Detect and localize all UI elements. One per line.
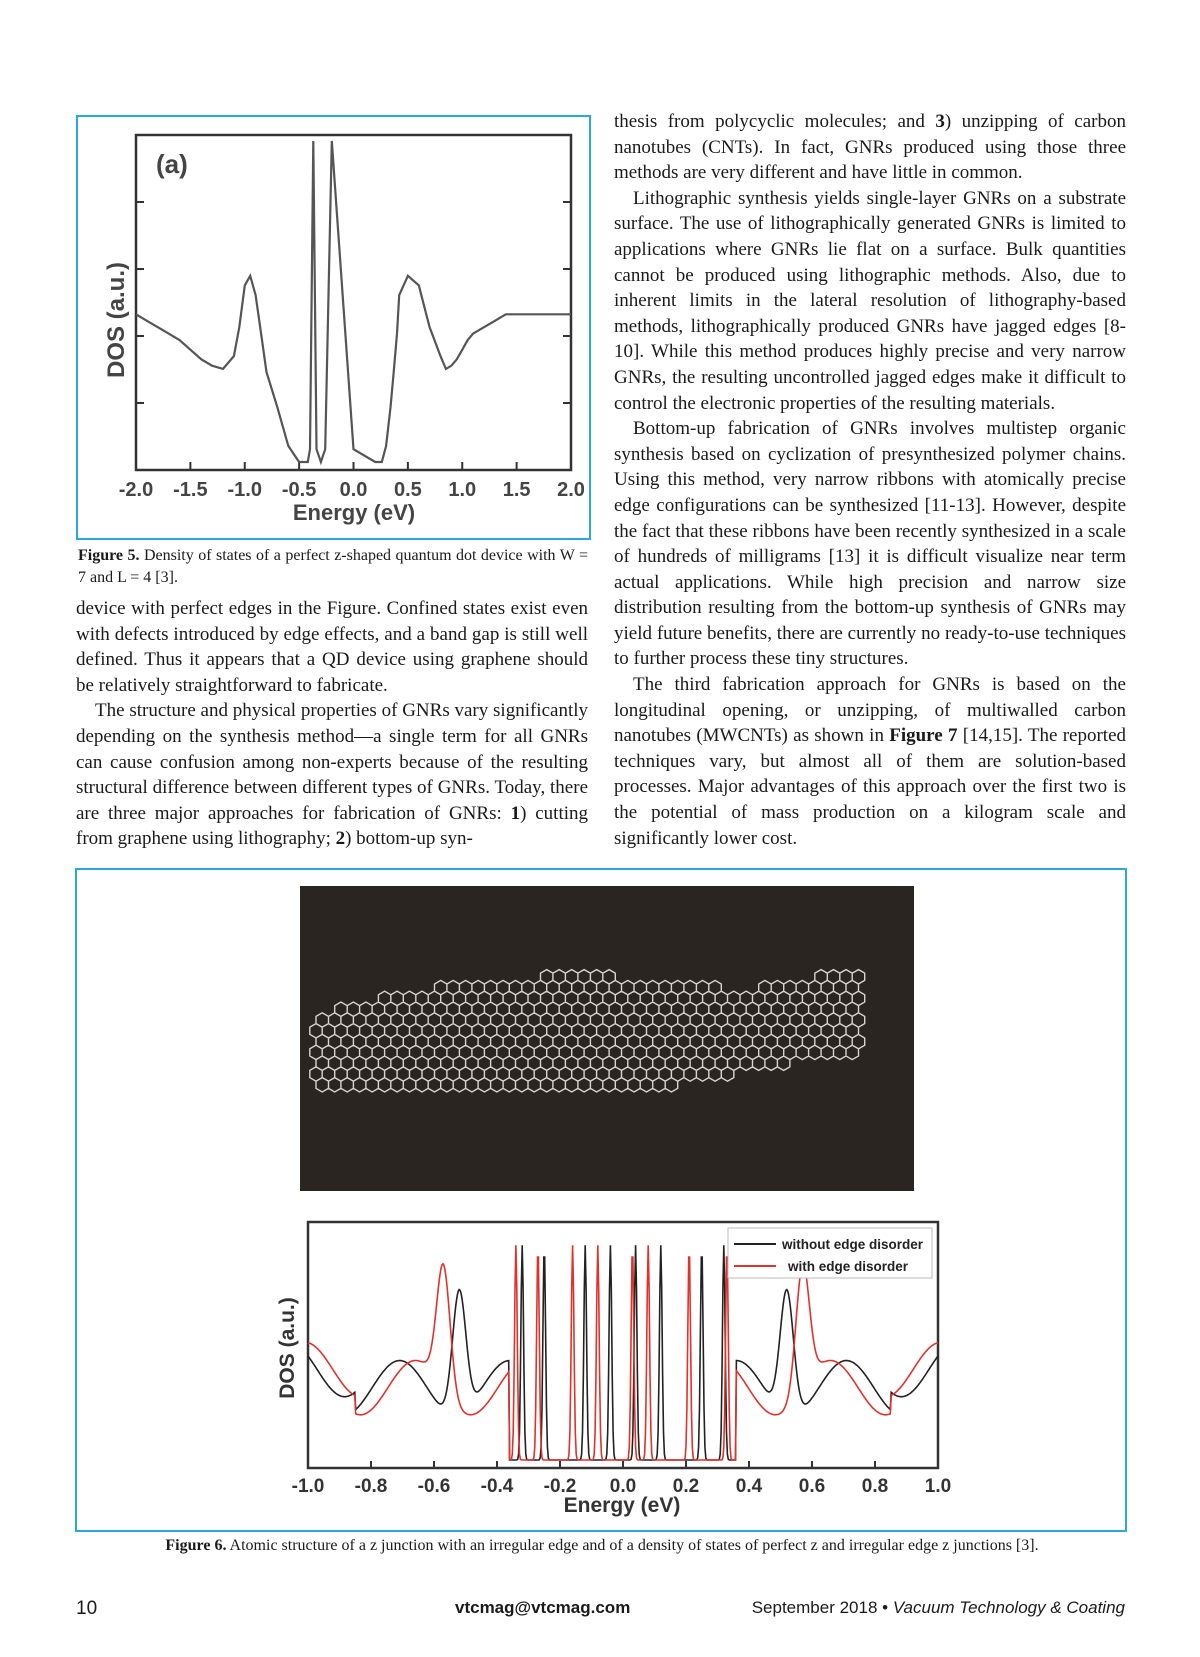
fig6-x-ticks (292, 1461, 952, 1497)
legend-label-with: with edge disorder (788, 1259, 909, 1274)
left-column (76, 596, 588, 852)
right-p1-num3: 3 (935, 111, 945, 132)
right-paragraph-4 (614, 672, 1126, 851)
left-p2-num2: 2 (335, 828, 346, 850)
right-p4-text-b: [14,15]. The reported techniques vary, but almost all of them are solution-based processes. Major advantages of this approach over the first two is the potential of mass production on a kilogram scale and significantly lower cost. (614, 725, 1126, 849)
footer-magazine: Vacuum Technology & Coating (892, 1598, 1125, 1617)
fig5-x-tick-label: 1.0 (448, 479, 477, 501)
fig5-x-tick-label: 0.0 (339, 479, 368, 501)
fig6-x-tick-label: 0.4 (735, 1476, 763, 1497)
footer-email[interactable]: vtcmag@vtcmag.com (455, 1598, 631, 1617)
right-paragraph-1 (614, 109, 1126, 186)
fig6-y-axis-label: DOS (a.u.) (276, 1297, 299, 1399)
atomic-structure-background (300, 886, 914, 1191)
atomic-structure-image (300, 886, 914, 1191)
right-paragraph-3: Bottom-up fabrication of GNRs involves multistep organic synthesis based on cyclization of presynthesized polymer chains. Using this method, very narrow ribbons with atomically precise edge configurations can be synthesized [11-13]. However, despite the fact that these ribbons have been recently synthesized in a scale of hundreds of milligrams [13] it is difficult visualize near term actual applications. While high precision and narrow size distribution resulting from the bottom-up synthesis of GNRs may yield future benefits, there are currently no ready-to-use techniques to further process these tiny structures. (614, 418, 1126, 670)
left-p2-num1: 1 (510, 802, 521, 824)
fig6-caption-label: Figure 6. (165, 1537, 227, 1554)
footer-publication (752, 1598, 1125, 1618)
legend-label-without: without edge disorder (782, 1237, 924, 1252)
fig6-x-tick-label: -0.6 (417, 1476, 451, 1497)
page-number: 10 (76, 1598, 98, 1619)
fig6-x-tick-label: -0.4 (480, 1476, 514, 1497)
fig5-x-tick-label: -1.0 (227, 479, 262, 501)
right-paragraph-2: Lithographic synthesis yields single-layer GNRs on a substrate surface. The use of lithographically generated GNRs is limited to applications where GNRs lie flat on a surface. Bulk quantities cannot be produced using lithographic methods. Also, due to inherent limits in the lateral resolution of lithography-based methods, lithographically produced GNRs have jagged edges [8-10]. While this method produces highly precise and very narrow GNRs, the resulting uncontrolled jagged edges make it difficult to control the electronic properties of the resulting materials. (614, 187, 1126, 414)
fig6-x-tick-label: 1.0 (924, 1476, 952, 1497)
left-paragraph-1: device with perfect edges in the Figure. Confined states exist even with defects introduced by edge effects, and a band gap is still well defined. Thus it appears that a QD device using graphene should be relatively straightforward to fabricate. (76, 598, 588, 696)
fig5-x-tick-label: 2.0 (557, 479, 585, 501)
fig6-legend (728, 1228, 932, 1278)
left-p2-text: The structure and physical properties of GNRs vary significantly depending on the synthesis method—a single term for all GNRs can cause confusion among non-experts because of the resulting structural difference between different types of GNRs. Today, there are three major approaches for fabrication of GNRs: (76, 700, 588, 824)
fig6-x-tick-label: 0.2 (672, 1476, 700, 1497)
fig5-x-ticks (119, 202, 585, 501)
right-p1-text-a: thesis from polycyclic molecules; and (614, 111, 936, 132)
fig5-caption-text: Density of states of a perfect z-shaped quantum dot device with W = 7 and L = 4 [3]. (78, 547, 589, 586)
fig5-x-tick-label: -0.5 (281, 479, 317, 501)
fig6-x-tick-label: 0.6 (798, 1476, 826, 1497)
fig5-plot-frame (136, 135, 571, 470)
figure-5-caption (78, 545, 588, 589)
fig5-x-axis-label: Energy (eV) (292, 500, 416, 525)
fig5-x-tick-label: -2.0 (118, 479, 154, 501)
fig5-x-tick-label: -1.5 (173, 479, 208, 501)
fig6-x-tick-label: -0.2 (543, 1476, 577, 1497)
footer-date: September 2018 (751, 1598, 878, 1617)
left-paragraph-2 (76, 698, 588, 852)
fig5-panel-label: (a) (156, 149, 188, 179)
right-column (614, 109, 1126, 851)
fig6-x-axis-label: Energy (eV) (563, 1494, 681, 1517)
footer-bullet: • (882, 1598, 889, 1617)
fig5-dos-curve (136, 141, 571, 462)
fig6-x-tick-label: 0.0 (609, 1476, 637, 1497)
left-p2-text2: ) bottom-up syn- (345, 828, 473, 850)
fig5-y-axis-label: DOS (a.u.) (103, 261, 130, 379)
fig5-x-tick-label: 0.5 (393, 479, 422, 501)
fig6-x-tick-label: -0.8 (354, 1476, 388, 1497)
right-p4-text-a: The third fabrication approach for GNRs is based on the longitudinal opening, or unzipping, of multiwalled carbon nanotubes (MWCNTs) as shown in (614, 674, 1126, 747)
left-p2-text1: ) cutting from graphene using lithography; (76, 802, 588, 850)
fig5-caption-label: Figure 5. (78, 547, 140, 564)
figure-5-chart (96, 125, 585, 530)
fig6-x-tick-label: -1.0 (291, 1476, 325, 1497)
fig5-x-tick-label: 1.5 (502, 479, 531, 501)
fig6-caption-text: Atomic structure of a z junction with an irregular edge and of a density of states of perfect z and irregular edge z junctions [3]. (226, 1537, 1039, 1554)
figure-7-reference: Figure 7 (889, 725, 958, 747)
figure-6-caption (77, 1535, 1127, 1557)
fig6-x-tick-label: 0.8 (861, 1476, 889, 1497)
figure-6-chart (272, 1218, 952, 1518)
right-p1-text-b: ) unzipping of carbon nanotubes (CNTs). In fact, GNRs produced using those three methods are very different and have little in common. (614, 111, 1127, 184)
